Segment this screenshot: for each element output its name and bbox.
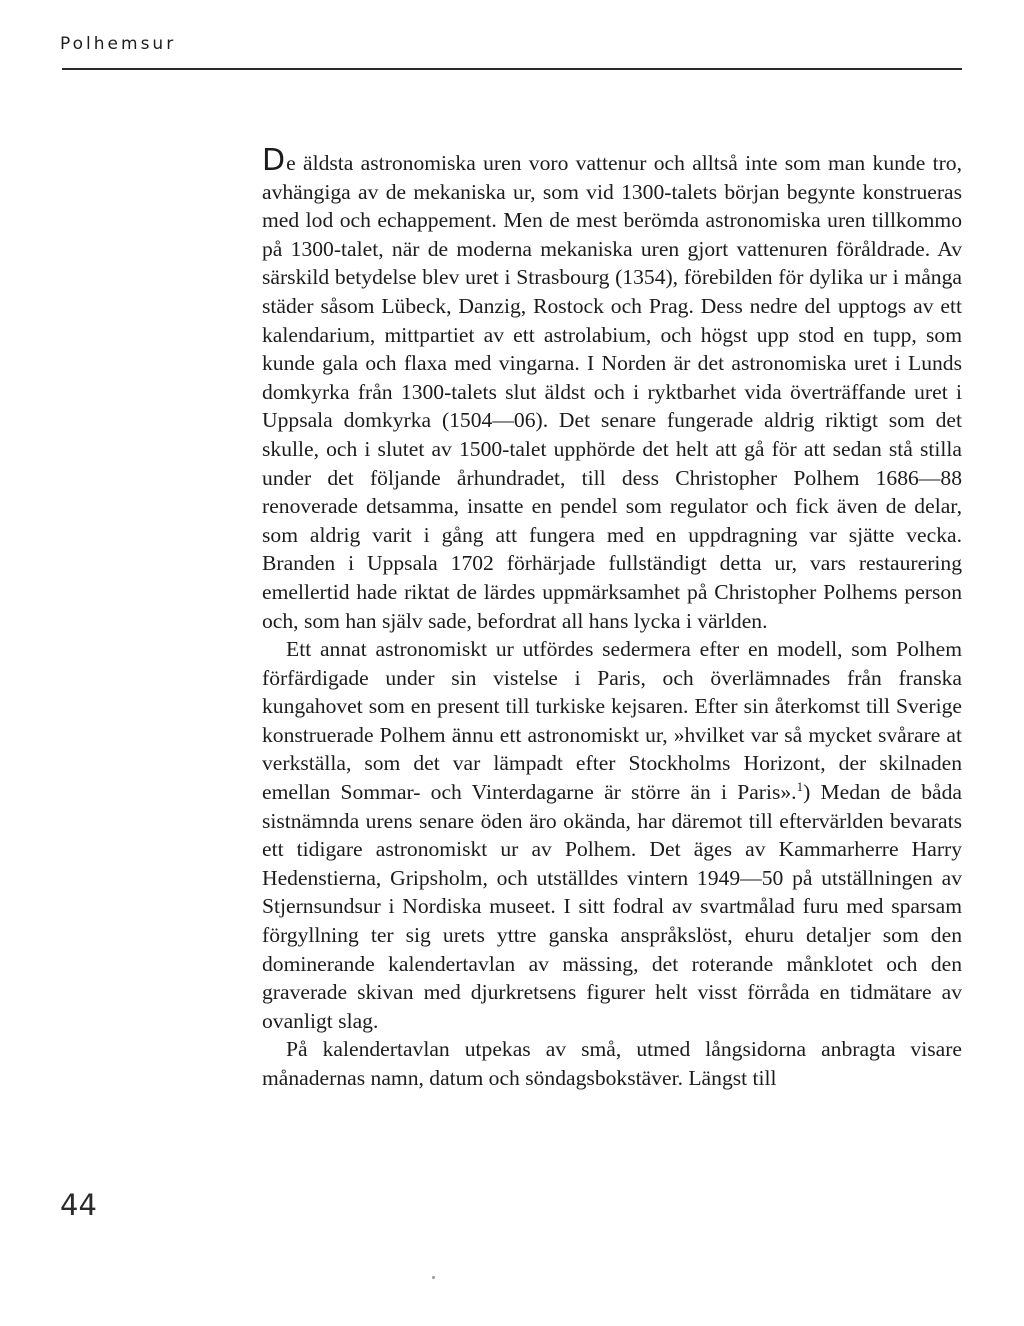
paragraph-1 [262,143,962,635]
dropcap: D [262,143,287,178]
page-number: 44 [60,1188,97,1222]
paragraph-3 [262,1035,962,1092]
footnote-mark: 1 [796,778,804,794]
paragraph-1-text: e äldsta astronomiska uren voro vattenur och alltså inte som man kunde tro, avhängiga av de mekaniska ur, som vid 1300-talets början begynte konstrueras med lod och echappement. Men de mest berömda astronomiska uren tillkommo på 1300-talet, när de moderna mekaniska uren gjort vattenuren föråldrade. Av särskild betydelse blev uret i Strasbourg (1354), förebilden för dylika ur i många städer såsom Lübeck, Danzig, Rostock och Prag. Dess nedre del upptogs av ett kalendarium, mittpartiet av ett astrolabium, och högst upp stod en tupp, som kunde gala och flaxa med vingarna. I Norden är det astronomiska uret i Lunds domkyrka från 1300-talets slut äldst och i ryktbarhet vida överträffande uret i Uppsala domkyrka (1504—06). Det senare fungerade aldrig riktigt som det skulle, och i slutet av 1500-talet upphörde det helt att gå för att sedan stå stilla under det följande århundradet, till dess Christopher Polhem 1686—88 renoverade detsamma, insatte en pendel som regulator och fick även de delar, som aldrig varit i gång att fungera med en uppdragning var sjätte vecka. Branden i Uppsala 1702 förhärjade fullständigt detta ur, vars restaurering emellertid hade riktat de lärdes uppmärksamhet på Christopher Polhems person och, som han själv sade, befordrat all hans lycka i världen. [262,151,962,633]
running-title: Polhemsur [60,34,177,54]
paragraph-2 [262,635,962,1035]
paragraph-3-text: På kalendertavlan utpekas av små, utmed långsidorna anbragta visare månadernas namn, datum och söndagsbokstäver. Längst till [262,1037,962,1090]
paragraph-2-text-b: ) Medan de båda sistnämnda urens senare öden äro okända, har däremot till eftervärlden bevarats ett tidigare astronomiskt ur av Polhem. Det äges av Kammarherre Harry Hedenstierna, Gripsholm, och utställdes vintern 1949—50 på utställningen av Stjernsundsur i Nordiska museet. I sitt fodral av svartmålad furu med sparsam förgyllning ter sig urets yttre ganska anspråkslöst, ehuru detaljer som den dominerande kalendertavlan av mässing, det roterande månklotet och den graverade skivan med djurkretsens figurer helt visst förråda en tidmätare av ovanligt slag. [262,780,962,1033]
paragraph-2-text-a: Ett annat astronomiskt ur utfördes sedermera efter en modell, som Polhem förfärdigade under sin vistelse i Paris, och överlämnades från franska kungahovet som en present till turkiske kejsaren. Efter sin återkomst till Sverige konstruerade Polhem ännu ett astronomiskt ur, »hvilket var så mycket svårare at verkställa, som det var lämpadt efter Stockholms Horizont, der skilnaden emellan Sommar- och Vinterdagarne är större än i Paris». [262,637,962,805]
body-text [262,143,962,1093]
paper-speck [432,1276,435,1279]
header-rule [62,68,962,70]
